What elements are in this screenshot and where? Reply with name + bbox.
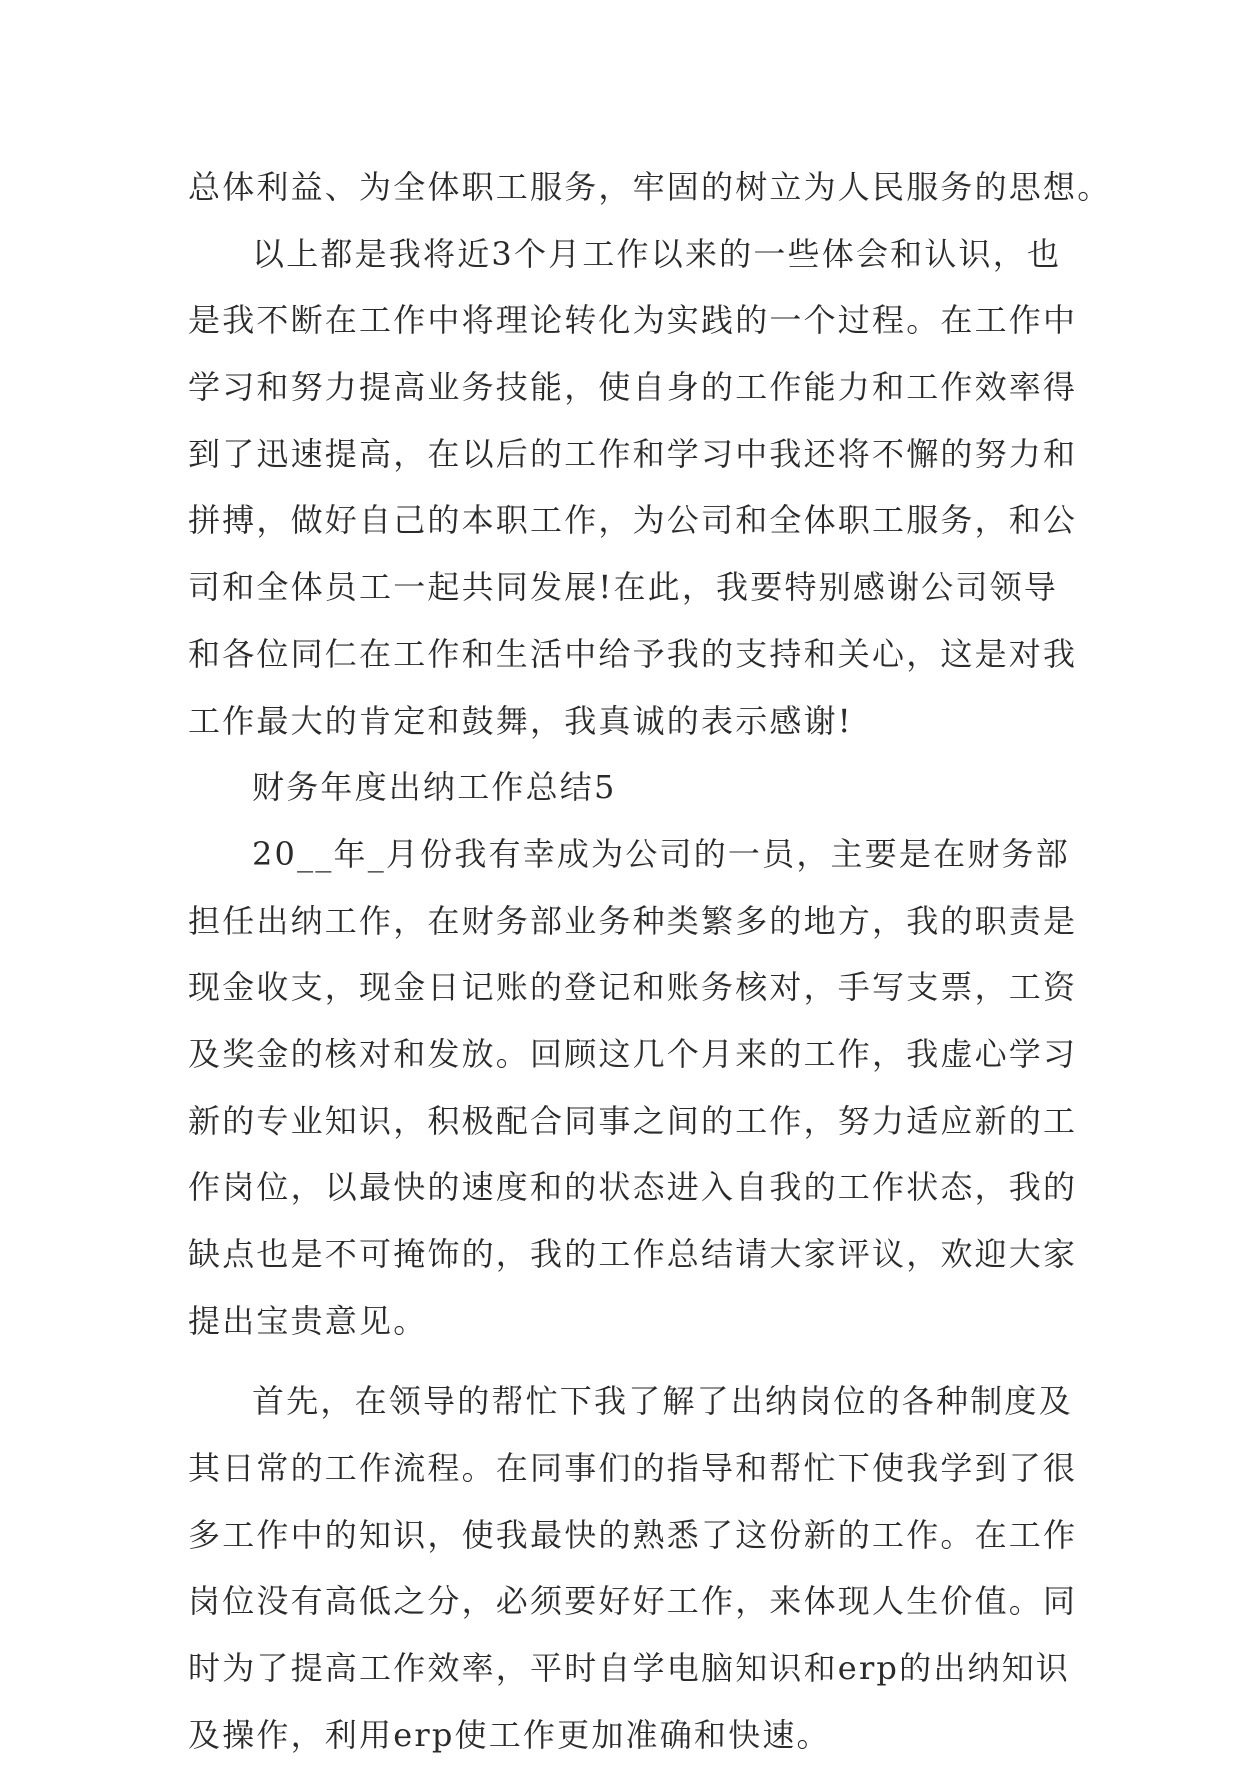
- text-line: 拼搏，做好自己的本职工作，为公司和全体职工服务，和公: [188, 501, 1078, 540]
- text-line: 缺点也是不可掩饰的，我的工作总结请大家评议，欢迎大家: [188, 1235, 1078, 1273]
- text-line: 学习和努力提高业务技能，使自身的工作能力和工作效率得: [188, 368, 1078, 407]
- text-line: 20__年_月份我有幸成为公司的一员，主要是在财务部: [252, 834, 1070, 873]
- paragraph-gap: [188, 1354, 1054, 1368]
- text-line: 到了迅速提高，在以后的工作和学习中我还将不懈的努力和: [188, 434, 1078, 473]
- text-line: 作岗位，以最快的速度和的状态进入自我的工作状态，我的: [188, 1168, 1078, 1207]
- text-line: 及奖金的核对和发放。回顾这几个月来的工作，我虚心学习: [188, 1034, 1078, 1073]
- section-heading: 财务年度出纳工作总结5: [252, 768, 617, 807]
- text-line: 司和全体员工一起共同发展!在此，我要特别感谢公司领导: [188, 568, 1059, 607]
- text-line: 提出宝贵意见。: [188, 1301, 428, 1340]
- text-line: 首先，在领导的帮忙下我了解了出纳岗位的各种制度及: [252, 1382, 1073, 1421]
- text-line: 新的专业知识，积极配合同事之间的工作，努力适应新的工: [188, 1101, 1078, 1140]
- text-line: 总体利益、为全体职工服务，牢固的树立为人民服务的思想。: [188, 168, 1112, 206]
- text-line: 其日常的工作流程。在同事们的指导和帮忙下使我学到了很: [188, 1449, 1078, 1488]
- text-line: 工作最大的肯定和鼓舞，我真诚的表示感谢!: [188, 701, 853, 740]
- text-line: 及操作，利用erp使工作更加准确和快速。: [188, 1715, 831, 1754]
- text-line: 多工作中的知识，使我最快的熟悉了这份新的工作。在工作: [188, 1515, 1078, 1554]
- text-line: 现金收支，现金日记账的登记和账务核对，手写支票，工资: [188, 968, 1078, 1007]
- text-line: 和各位同仁在工作和生活中给予我的支持和关心，这是对我: [188, 634, 1078, 673]
- text-line: 岗位没有高低之分，必须要好好工作，来体现人生价值。同: [188, 1582, 1078, 1621]
- document-body: [188, 154, 1112, 1769]
- text-line: 以上都是我将近3个月工作以来的一些体会和认识，也: [252, 234, 1062, 273]
- text-line: 时为了提高工作效率，平时自学电脑知识和erp的出纳知识: [188, 1649, 1071, 1688]
- text-line: 是我不断在工作中将理论转化为实践的一个过程。在工作中: [188, 301, 1078, 340]
- text-line: 担任出纳工作，在财务部业务种类繁多的地方，我的职责是: [188, 901, 1078, 940]
